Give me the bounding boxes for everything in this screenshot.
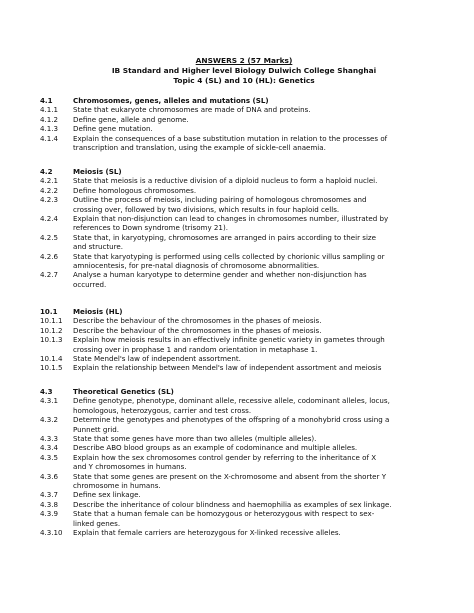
objective-number: 4.2.3 bbox=[40, 195, 59, 205]
objective-item bbox=[40, 500, 448, 509]
objective-item bbox=[40, 195, 448, 214]
objective-text bbox=[73, 415, 448, 434]
objective-number: 10.1.1 bbox=[40, 316, 63, 326]
objective-line: chromosome in humans. bbox=[73, 481, 161, 491]
objective-line: State that meiosis is a reductive division of a diploid nucleus to form a haploid nuclei. bbox=[73, 176, 378, 186]
objective-item bbox=[40, 115, 448, 124]
section-number: 10.1 bbox=[40, 307, 58, 316]
objective-item bbox=[40, 252, 448, 271]
section-heading bbox=[40, 307, 448, 316]
objective-line: Define genotype, phenotype, dominant allele, recessive allele, codominant alleles, locus, bbox=[73, 396, 390, 406]
objective-item bbox=[40, 354, 448, 363]
objective-line: Explain the consequences of a base substitution mutation in relation to the processes of bbox=[73, 133, 388, 143]
section-heading bbox=[40, 387, 448, 396]
objective-line: Analyse a human karyotype to determine gender and whether non-disjunction has bbox=[73, 270, 367, 280]
objective-number: 4.3.7 bbox=[40, 490, 59, 500]
objective-item bbox=[40, 472, 448, 491]
objective-item bbox=[40, 105, 448, 114]
objective-item bbox=[40, 453, 448, 472]
objective-number: 4.2.7 bbox=[40, 270, 59, 280]
objective-item bbox=[40, 134, 448, 153]
objective-text bbox=[73, 115, 448, 124]
objective-line: State that a human female can be homozygous or heterozygous with respect to sex- bbox=[73, 509, 375, 519]
document-subtitle: IB Standard and Higher level Biology Dulwich College Shanghai bbox=[111, 66, 377, 75]
section-number: 4.3 bbox=[40, 387, 53, 396]
objective-text bbox=[73, 434, 448, 443]
objective-number: 4.3.8 bbox=[40, 499, 59, 509]
section-4-3 bbox=[40, 387, 448, 538]
objective-item bbox=[40, 396, 448, 415]
objective-item bbox=[40, 214, 448, 233]
document-header bbox=[40, 56, 448, 86]
objective-text bbox=[73, 528, 448, 537]
document-title: ANSWERS 2 (57 Marks) bbox=[195, 56, 293, 65]
objective-number: 4.2.6 bbox=[40, 251, 59, 261]
section-number: 4.1 bbox=[40, 96, 53, 105]
objective-number: 4.3.1 bbox=[40, 396, 59, 406]
objective-item bbox=[40, 443, 448, 452]
objective-line: Outline the process of meiosis, including pairing of homologous chromosomes and bbox=[73, 195, 367, 205]
objective-line: State Mendel's law of independent assortment. bbox=[73, 354, 241, 364]
objective-line: amniocentesis, for pre-natal diagnosis of chromosome abnormalities. bbox=[73, 261, 320, 271]
objective-text bbox=[73, 252, 448, 271]
objective-line: State that karyotyping is performed using cells collected by chorionic villus sampling or bbox=[73, 251, 385, 261]
objective-item bbox=[40, 316, 448, 325]
objective-line: Define gene mutation. bbox=[73, 124, 153, 134]
objective-number: 4.2.5 bbox=[40, 232, 59, 242]
section-4-1 bbox=[40, 96, 448, 152]
section-heading bbox=[40, 96, 448, 105]
objective-line: and structure. bbox=[73, 242, 124, 252]
objective-number: 4.2.4 bbox=[40, 214, 59, 224]
objective-line: Describe the inheritance of colour blindness and haemophilia as examples of sex linkage. bbox=[73, 499, 392, 509]
objective-text bbox=[73, 316, 448, 325]
objective-line: Describe the behaviour of the chromosomes in the phases of meiosis. bbox=[73, 316, 322, 326]
objective-line: Explain that female carriers are heterozygous for X-linked recessive alleles. bbox=[73, 528, 341, 538]
objective-number: 4.1.4 bbox=[40, 133, 59, 143]
objective-text bbox=[73, 124, 448, 133]
objective-line: State that some genes have more than two alleles (multiple alleles). bbox=[73, 434, 317, 444]
objective-text bbox=[73, 396, 448, 415]
objective-text bbox=[73, 472, 448, 491]
section-title: Theoretical Genetics (SL) bbox=[73, 387, 174, 396]
objective-text bbox=[73, 453, 448, 472]
objective-number: 4.3.4 bbox=[40, 443, 59, 453]
section-number: 4.2 bbox=[40, 167, 53, 176]
section-4-2 bbox=[40, 167, 448, 289]
objective-line: Define sex linkage. bbox=[73, 490, 141, 500]
objective-number: 4.3.9 bbox=[40, 509, 59, 519]
objective-line: Explain how the sex chromosomes control gender by referring to the inheritance of X bbox=[73, 452, 377, 462]
objective-item bbox=[40, 509, 448, 528]
objective-line: references to Down syndrome (trisomy 21). bbox=[73, 223, 228, 233]
objective-number: 4.1.2 bbox=[40, 114, 59, 124]
objective-text bbox=[73, 354, 448, 363]
objective-item bbox=[40, 528, 448, 537]
objective-text bbox=[73, 509, 448, 528]
objective-line: Define homologous chromosomes. bbox=[73, 185, 197, 195]
objective-number: 10.1.2 bbox=[40, 325, 63, 335]
objective-line: Describe the behaviour of the chromosomes in the phases of meiosis. bbox=[73, 325, 322, 335]
objective-text bbox=[73, 134, 448, 153]
objective-item bbox=[40, 335, 448, 354]
objective-item bbox=[40, 490, 448, 499]
objective-number: 10.1.4 bbox=[40, 354, 63, 364]
section-heading bbox=[40, 167, 448, 176]
objective-number: 4.2.2 bbox=[40, 185, 59, 195]
objective-number: 10.1.5 bbox=[40, 363, 63, 373]
objective-line: Describe ABO blood groups as an example of codominance and multiple alleles. bbox=[73, 443, 358, 453]
objective-number: 4.3.10 bbox=[40, 528, 63, 538]
objective-line: crossing over, followed by two divisions, which results in four haploid cells. bbox=[73, 204, 340, 214]
objective-line: Explain that non-disjunction can lead to changes in chromosomes number, illustrated by bbox=[73, 214, 389, 224]
objective-item bbox=[40, 124, 448, 133]
objective-line: Punnett grid. bbox=[73, 424, 119, 434]
objective-line: occurred. bbox=[73, 279, 107, 289]
section-title: Meiosis (HL) bbox=[73, 307, 123, 316]
objective-number: 4.3.5 bbox=[40, 452, 59, 462]
objective-text bbox=[73, 500, 448, 509]
objective-item bbox=[40, 186, 448, 195]
objective-item bbox=[40, 415, 448, 434]
objective-number: 4.3.3 bbox=[40, 434, 59, 444]
objective-text bbox=[73, 233, 448, 252]
objective-line: State that eukaryote chromosomes are made of DNA and proteins. bbox=[73, 105, 311, 115]
section-title: Chromosomes, genes, alleles and mutations (SL) bbox=[73, 96, 269, 105]
section-title: Meiosis (SL) bbox=[73, 167, 122, 176]
objective-line: State that some genes are present on the X-chromosome and absent from the shorter Y bbox=[73, 471, 387, 481]
objective-number: 4.1.1 bbox=[40, 105, 59, 115]
objective-text bbox=[73, 326, 448, 335]
objective-item bbox=[40, 326, 448, 335]
objective-number: 4.1.3 bbox=[40, 124, 59, 134]
objective-number: 4.3.6 bbox=[40, 471, 59, 481]
objective-line: crossing over in prophase 1 and random orientation in metaphase 1. bbox=[73, 344, 318, 354]
objective-item bbox=[40, 233, 448, 252]
section-10-1 bbox=[40, 307, 448, 373]
objective-text bbox=[73, 176, 448, 185]
objective-line: Explain how meiosis results in an effectively infinite genetic variety in gametes through bbox=[73, 335, 385, 345]
objective-line: homologous, heterozygous, carrier and test cross. bbox=[73, 405, 252, 415]
objective-text bbox=[73, 363, 448, 372]
objective-line: and Y chromosomes in humans. bbox=[73, 462, 187, 472]
objective-number: 4.3.2 bbox=[40, 415, 59, 425]
objective-item bbox=[40, 176, 448, 185]
objective-line: transcription and translation, using the example of sickle-cell anaemia. bbox=[73, 143, 326, 153]
objective-line: linked genes. bbox=[73, 518, 121, 528]
objective-text bbox=[73, 186, 448, 195]
objective-item bbox=[40, 434, 448, 443]
objective-text bbox=[73, 105, 448, 114]
objective-line: Define gene, allele and genome. bbox=[73, 114, 189, 124]
objective-line: Determine the genotypes and phenotypes of the offspring of a monohybrid cross using a bbox=[73, 415, 390, 425]
objective-text bbox=[73, 270, 448, 289]
objective-line: Explain the relationship between Mendel's law of independent assortment and meiosis bbox=[73, 363, 382, 373]
objective-text bbox=[73, 490, 448, 499]
objective-line: State that, in karyotyping, chromosomes are arranged in pairs according to their size bbox=[73, 232, 377, 242]
objective-item bbox=[40, 270, 448, 289]
objective-number: 10.1.3 bbox=[40, 335, 63, 345]
objective-text bbox=[73, 214, 448, 233]
objective-text bbox=[73, 335, 448, 354]
objective-text bbox=[73, 443, 448, 452]
objective-text bbox=[73, 195, 448, 214]
document-topic: Topic 4 (SL) and 10 (HL): Genetics bbox=[173, 76, 315, 85]
objective-item bbox=[40, 363, 448, 372]
objective-number: 4.2.1 bbox=[40, 176, 59, 186]
